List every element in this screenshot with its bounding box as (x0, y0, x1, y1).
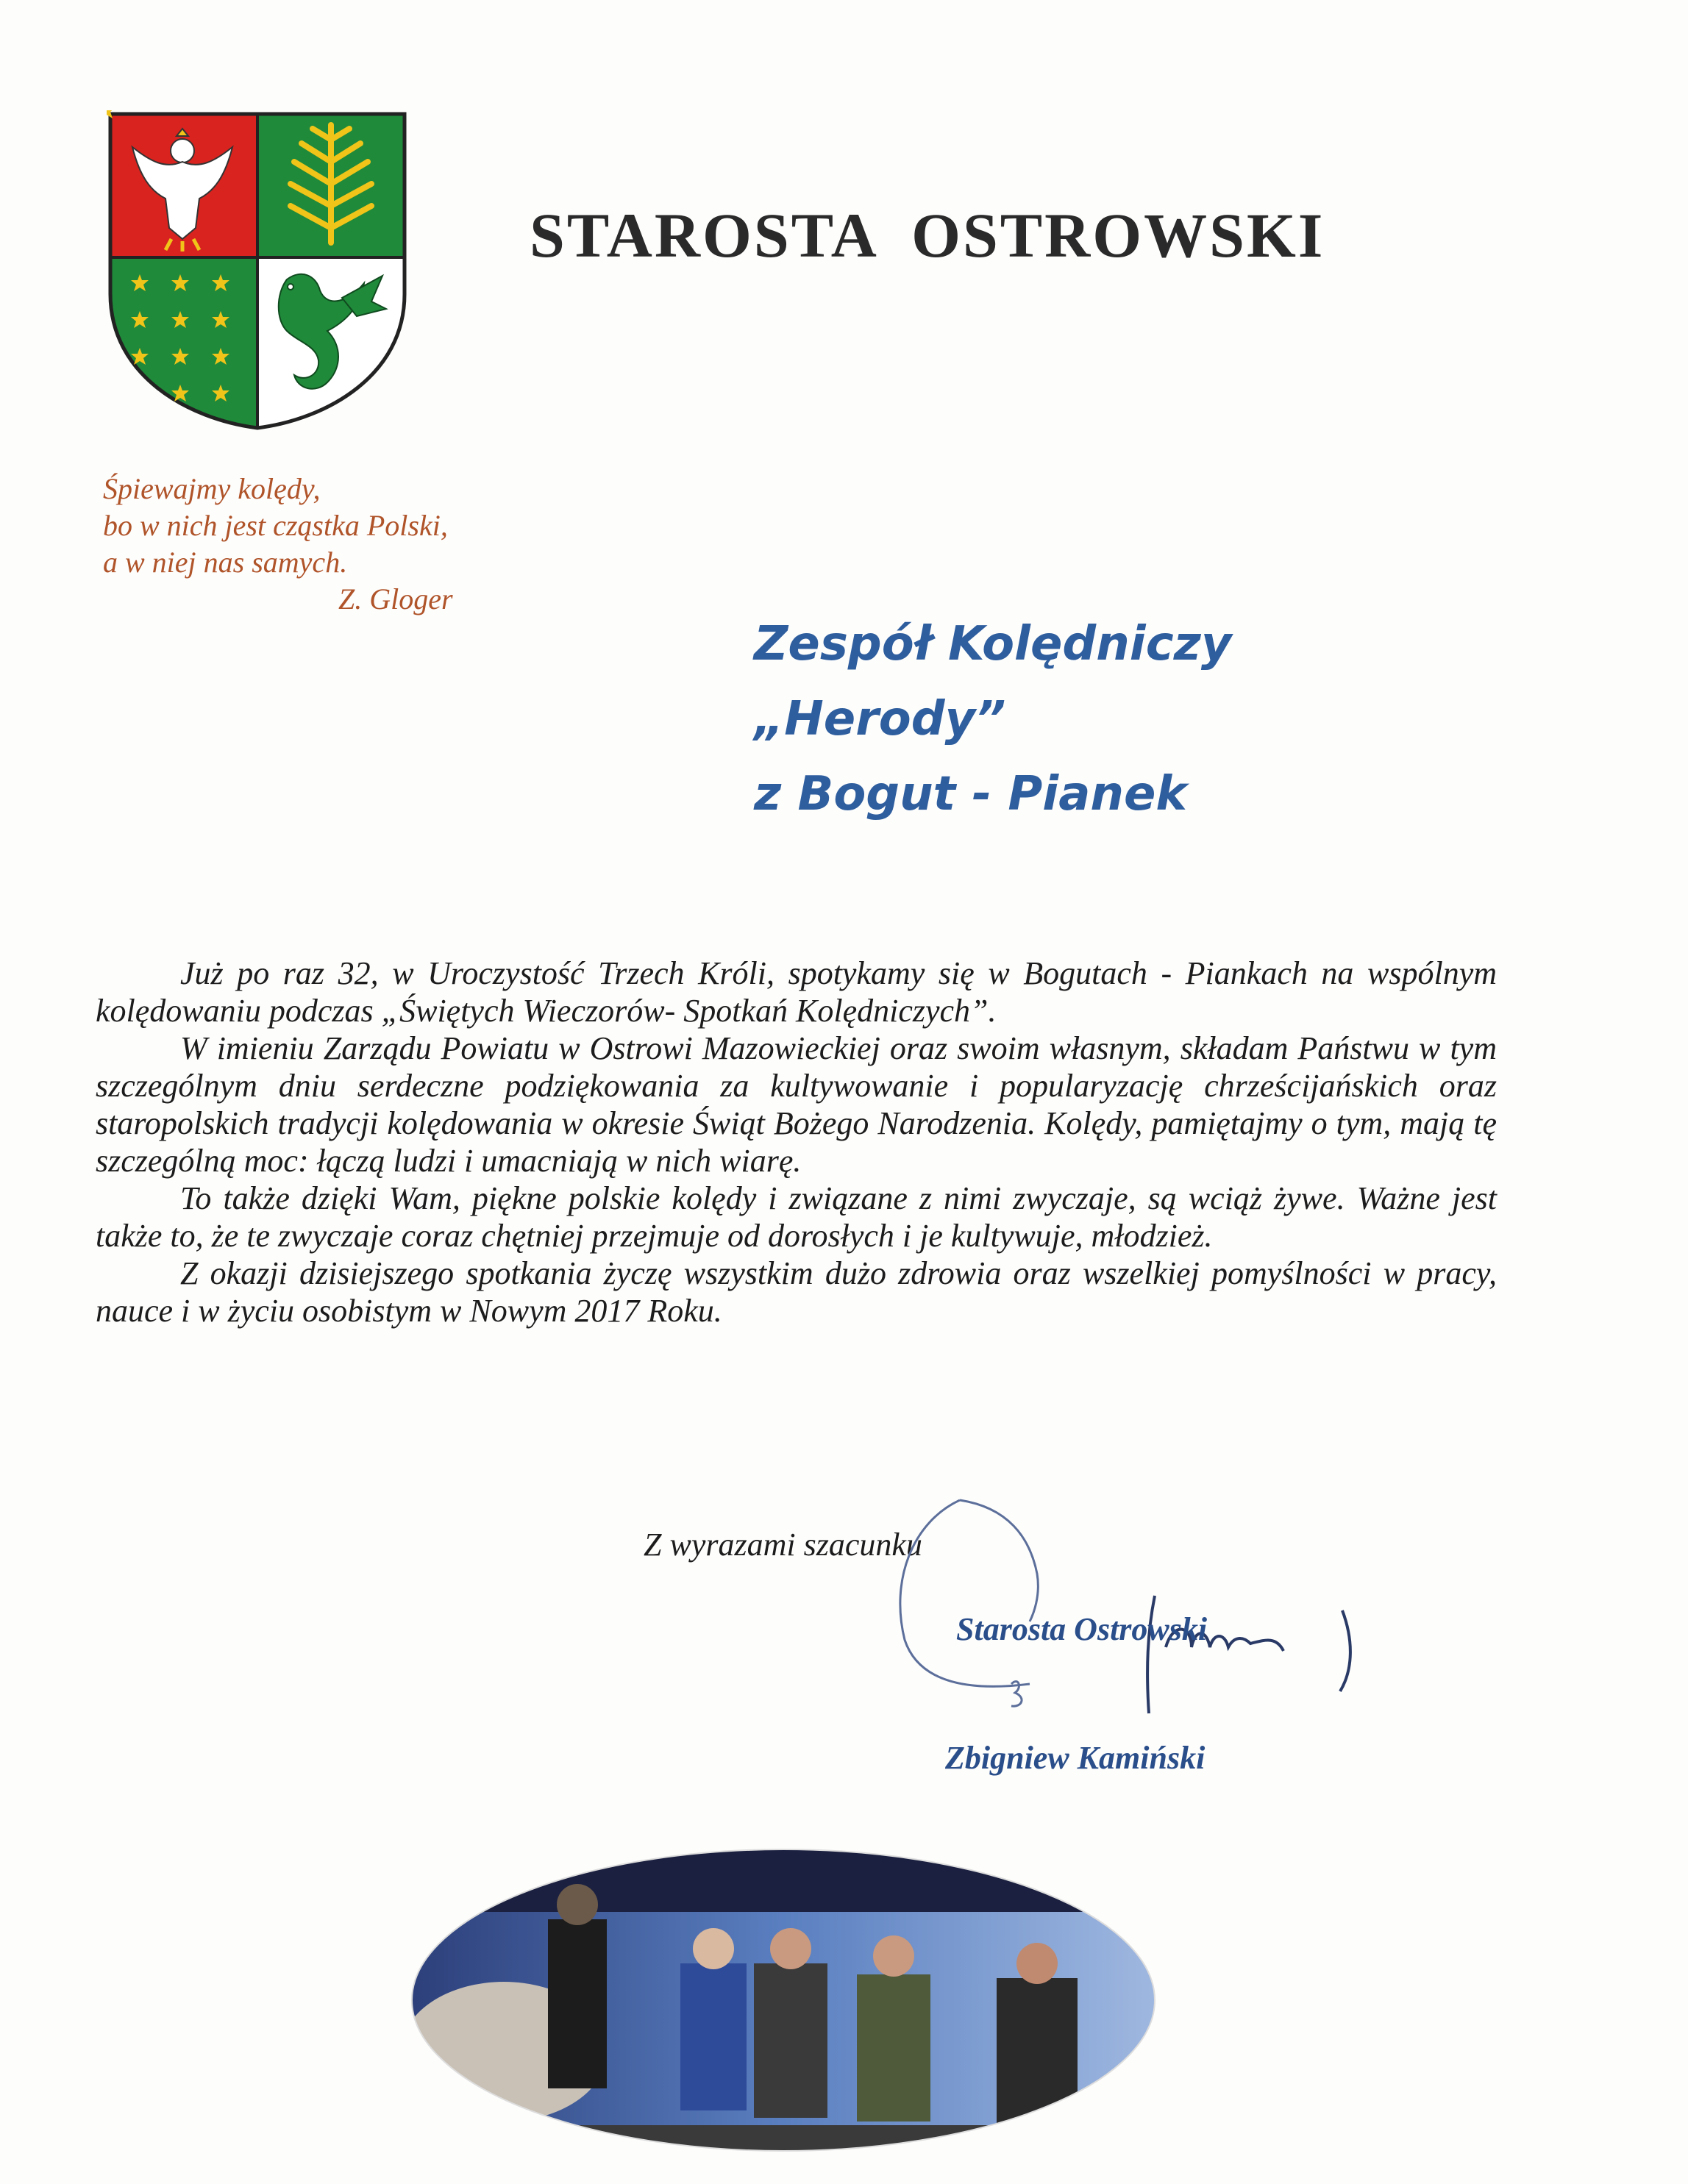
quote-line: Śpiewajmy kolędy, (103, 472, 321, 505)
quote-line: a w niej nas samych. (103, 546, 348, 579)
epigraph-quote (103, 471, 453, 618)
closing-salutation: Z wyrazami szacunku (644, 1527, 922, 1563)
coat-of-arms-logo (107, 110, 408, 434)
addressee-block (754, 607, 1232, 832)
signer-name: Zbigniew Kamiński (945, 1740, 1206, 1776)
letter-paragraph: To także dzięki Wam, piękne polskie kolędy i związane z nimi zwyczaje, są wciąż żywe. Ważne jest także to, że te zwyczaje coraz chętniej przejmuje od dorosłych i je kultywuje, młodzież. (96, 1180, 1497, 1254)
addressee-line: z Bogut - Pianek (754, 767, 1187, 821)
carolers-photo (408, 1846, 1158, 2155)
addressee-line: Zespół Kolędniczy (754, 617, 1232, 671)
quote-author: Z. Gloger (338, 582, 453, 615)
addressee-line: „Herody” (754, 692, 1006, 746)
quote-line: bo w nich jest cząstka Polski, (103, 509, 448, 542)
page-title: STAROSTA OSTROWSKI (530, 200, 1325, 271)
letter-paragraph: Już po raz 32, w Uroczystość Trzech Króli, spotykamy się w Bogutach - Piankach na wspólnym kolędowaniu podczas „Świętych Wieczorów- Spotkań Kolędniczych”. (96, 955, 1497, 1029)
letter-body (96, 954, 1497, 1330)
letter-paragraph: W imieniu Zarządu Powiatu w Ostrowi Mazowieckiej oraz swoim własnym, składam Państwu w tym szczególnym dniu serdeczne podziękowania za kultywowanie i popularyzację chrześcijańskich oraz staropolskich tradycji kolędowania w okresie Świąt Bożego Narodzenia. Kolędy, pamiętajmy o tym, mają tę szczególną moc: łączą ludzi i umacniają w nich wiarę. (96, 1030, 1497, 1179)
signer-title: Starosta Ostrowski (956, 1611, 1208, 1647)
letter-paragraph: Z okazji dzisiejszego spotkania życzę wszystkim dużo zdrowia oraz wszelkiej pomyślności w pracy, nauce i w życiu osobistym w Nowym 2017 Roku. (96, 1255, 1497, 1329)
